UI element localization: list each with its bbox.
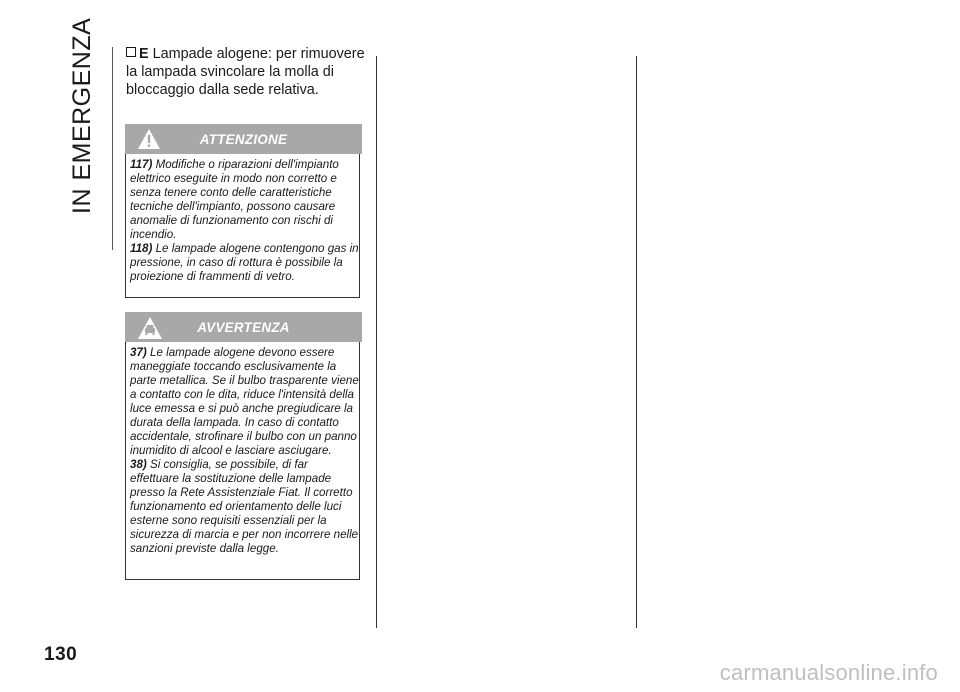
avvertenza-title: AVVERTENZA [197, 320, 290, 335]
warning-item [130, 346, 359, 458]
avvertenza-box [125, 342, 360, 580]
warning-item [130, 158, 359, 242]
avvertenza-banner [125, 312, 362, 342]
attenzione-box [125, 154, 360, 298]
attenzione-banner [125, 124, 362, 154]
section-title: IN EMERGENZA [68, 17, 96, 214]
item-number: 117) [130, 158, 153, 171]
item-text: Si consiglia, se possibile, di far effettuare la sostituzione delle lampade presso la Rete Assistenziale Fiat. Il corretto funzionamento ed orientamento delle luci esterne sono requisiti essenziali per la sicurezza di marcia e per non incorrere nelle sanzioni previste dalla legge. [130, 458, 359, 555]
warning-item [130, 458, 359, 556]
intro-text: Lampade alogene: per rimuovere la lampada svincolare la molla di bloccaggio dalla sede relativa. [126, 46, 365, 98]
item-number: 37) [130, 346, 147, 359]
column-divider [636, 56, 637, 628]
checkbox-square-icon [126, 47, 136, 57]
item-number: 38) [130, 458, 147, 471]
item-text: Le lampade alogene devono essere maneggiate toccando esclusivamente la parte metallica. Se il bulbo trasparente viene a contatto con le dita, riduce l'intensità della luce emessa e si può anche pregiudicare la durata della lampada. In caso di contatto accidentale, strofinare il bulbo con un panno inumidito di alcool e lasciare asciugare. [130, 346, 359, 457]
item-number: 118) [130, 242, 153, 255]
warning-item [130, 242, 359, 284]
item-text: Le lampade alogene contengono gas in pressione, in caso di rottura è possibile la proiezione di frammenti di vetro. [130, 242, 359, 283]
column-divider [376, 56, 377, 628]
item-text: Modifiche o riparazioni dell'impianto elettrico eseguite in modo non corretto e senza tenere conto delle caratteristiche tecniche dell'impianto, possono causare anomalie di funzionamento con rischi di incendio. [130, 158, 339, 241]
attenzione-title: ATTENZIONE [199, 132, 288, 147]
watermark: carmanualsonline.info [719, 660, 938, 685]
step-marker: E [139, 46, 149, 62]
page-number: 130 [44, 644, 78, 665]
intro-paragraph [126, 45, 366, 99]
section-divider [112, 47, 113, 250]
